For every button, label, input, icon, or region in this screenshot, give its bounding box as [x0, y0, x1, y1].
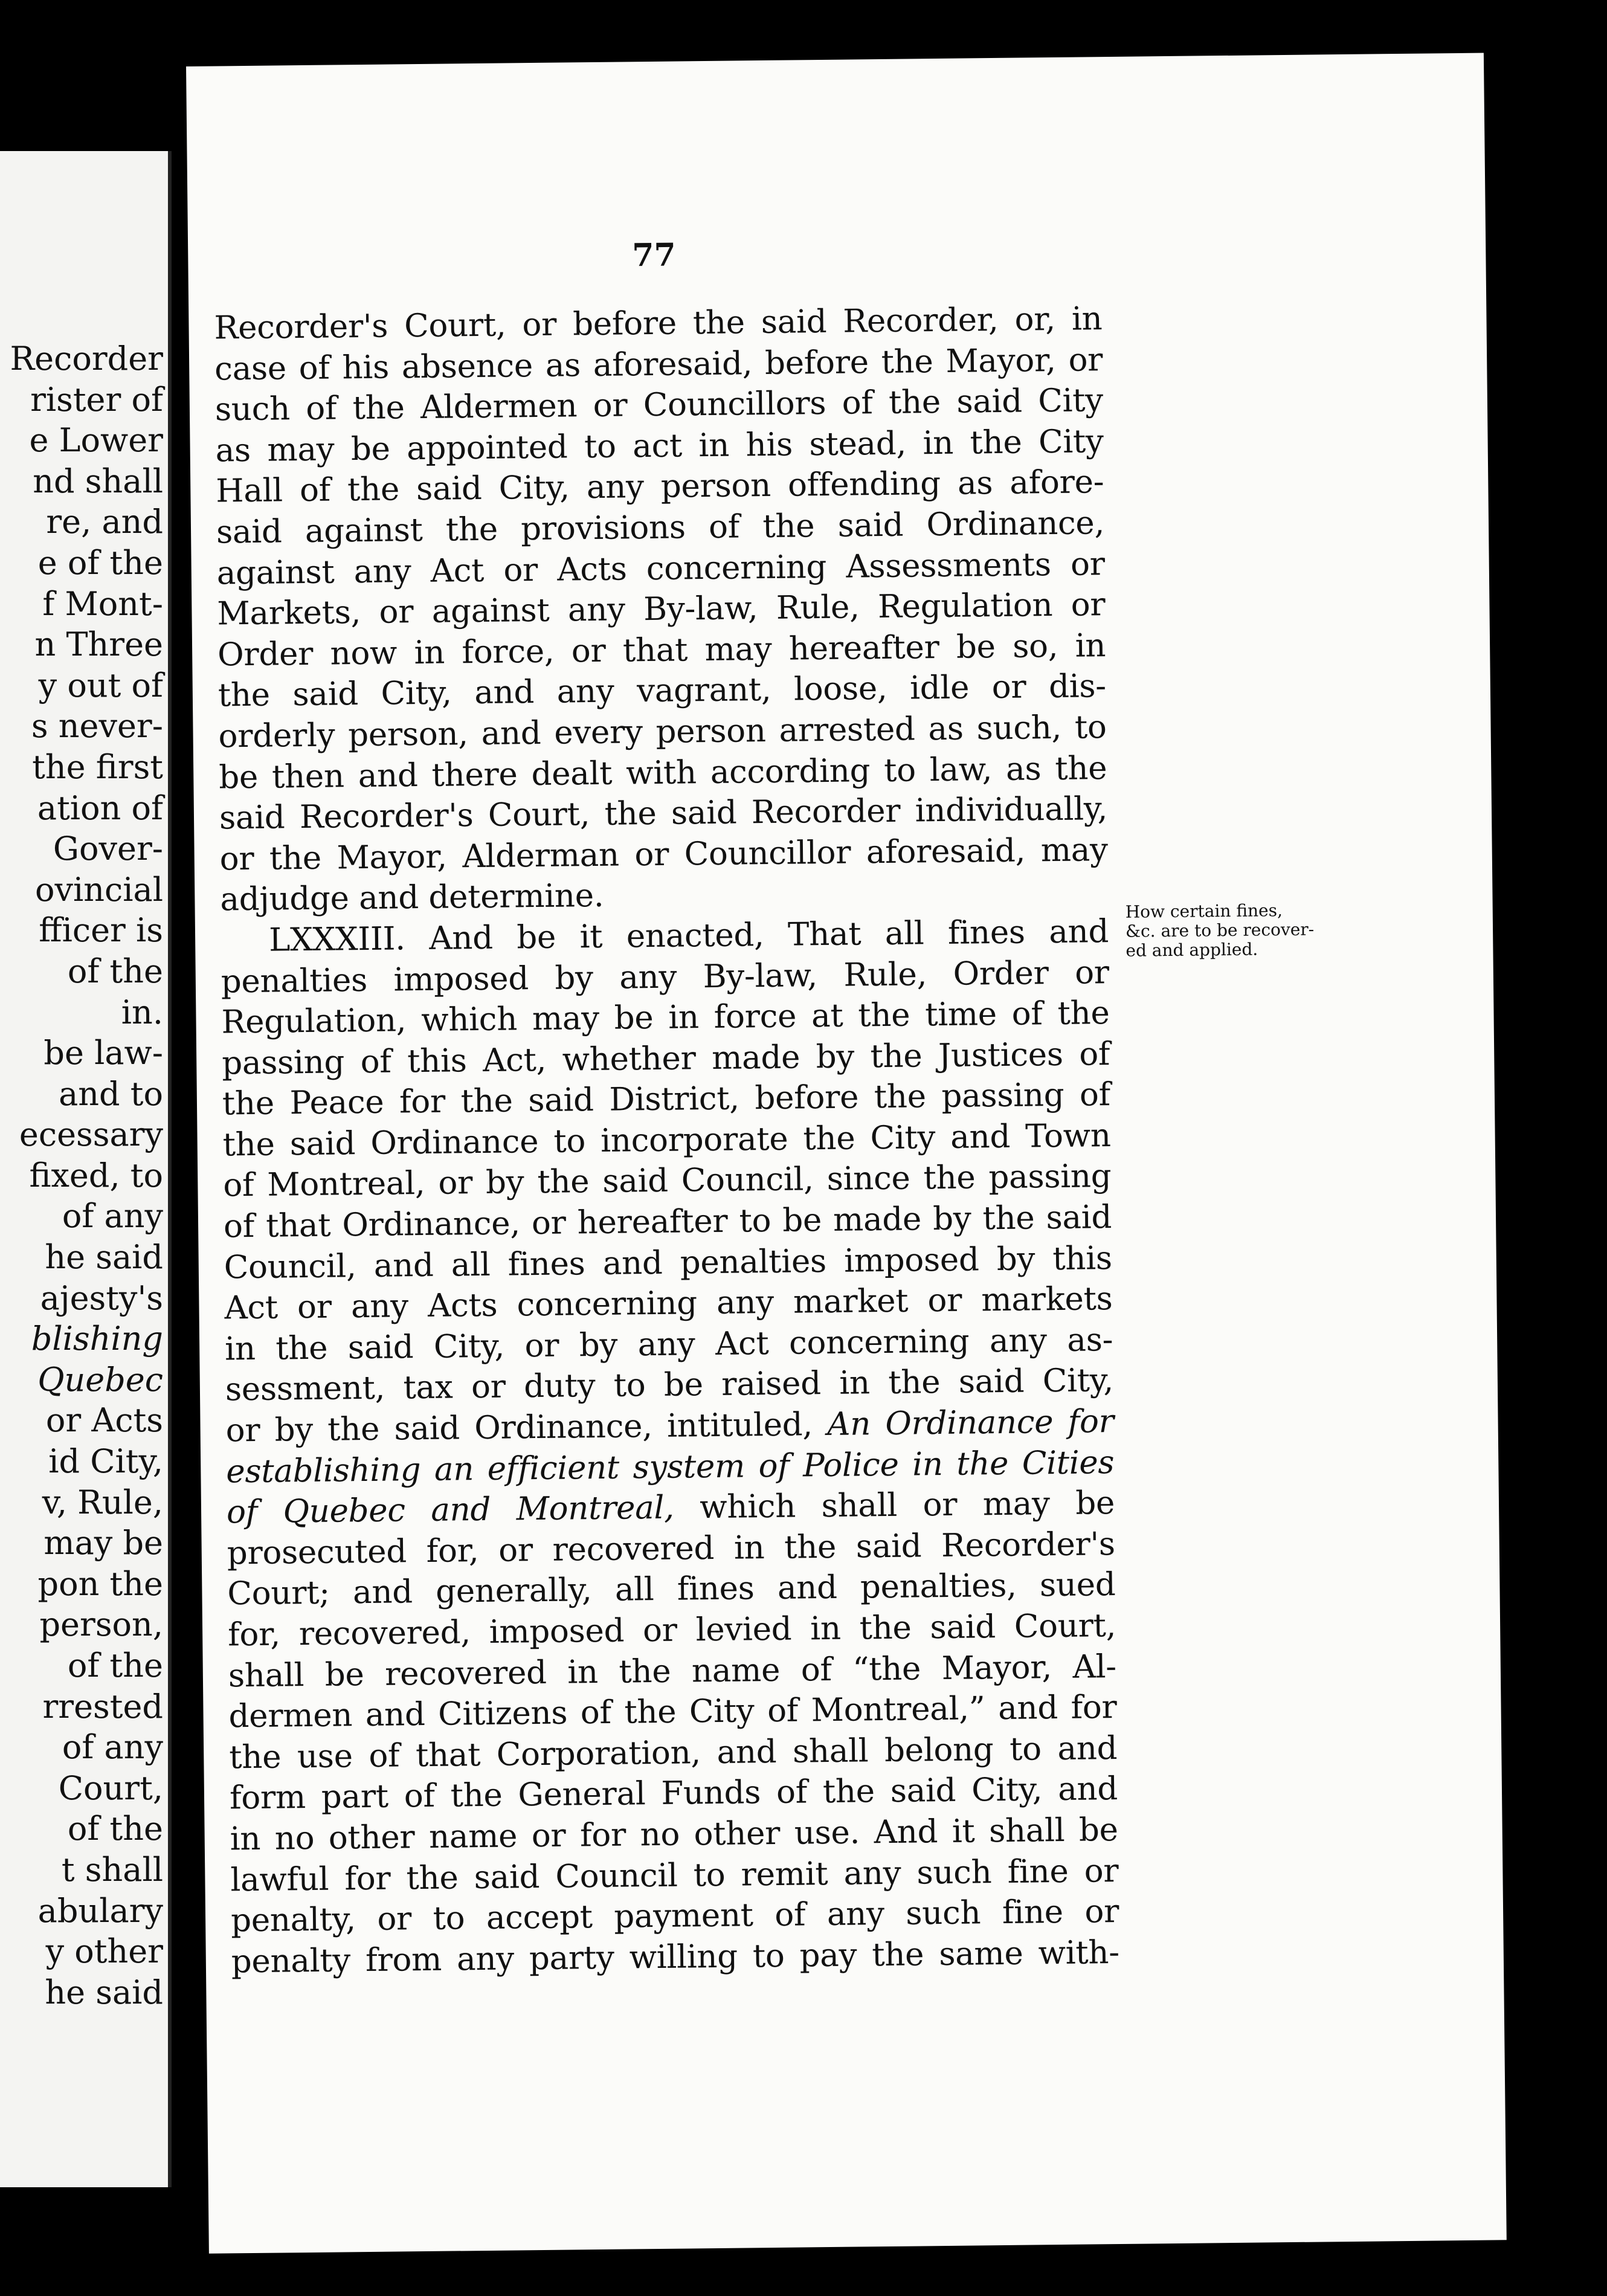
text-line: form part of the General Funds of the said City, and: [229, 1770, 1118, 1817]
text-line: penalties imposed by any By-law, Rule, Order or: [221, 953, 1110, 1000]
text-line: rrested: [42, 1687, 163, 1726]
text-line: of any: [62, 1197, 163, 1236]
text-line: y out of: [38, 666, 163, 705]
text-line: s never-: [31, 707, 163, 746]
text-line: fficer is: [39, 911, 163, 950]
text-line: e Lower: [29, 421, 163, 460]
text-line: he said: [45, 1973, 163, 2011]
text-line: n Three: [34, 625, 163, 664]
text-line: t shall: [61, 1850, 163, 1889]
text-line: he said: [45, 1238, 163, 1277]
text-line: of Montreal, or by the said Council, since the passing: [223, 1158, 1112, 1204]
text-line: Gover-: [53, 830, 163, 868]
text-line: v, Rule,: [42, 1483, 163, 1521]
text-line: Regulation, which may be in force at the time of the: [221, 995, 1110, 1041]
text-line: said Recorder's Court, the said Recorder individually,: [219, 790, 1108, 837]
text-line: or the Mayor, Alderman or Councillor aforesaid, may: [219, 831, 1108, 878]
text-line: ation of: [37, 788, 163, 827]
ordinance-title: of Quebec and Montreal,: [226, 1489, 674, 1531]
text-line: Quebec: [37, 1360, 163, 1399]
text-line: re, and: [46, 503, 163, 541]
section-heading-line: LXXXIII. And be it enacted, That all fines and: [268, 912, 1109, 959]
text-line: in.: [121, 993, 163, 1031]
text-line: may be: [43, 1524, 163, 1562]
text-line: of the: [67, 1646, 163, 1685]
text-line: adjudge and determine.: [220, 877, 604, 918]
margin-note: [1126, 900, 1380, 960]
text-line: rister of: [30, 380, 163, 419]
text-line: the use of that Corporation, and shall belong to and: [228, 1729, 1118, 1776]
text-line: be law-: [43, 1034, 163, 1072]
text-line: in the said City, or by any Act concerning any as-: [224, 1321, 1113, 1368]
page-number: 77: [631, 236, 677, 274]
text-line: nd shall: [33, 462, 163, 500]
text-line: of any: [62, 1728, 163, 1767]
text-line: the said City, and any vagrant, loose, idle or dis-: [217, 668, 1107, 714]
text-line: prosecuted for, or recovered in the said Recorder's: [227, 1525, 1116, 1572]
text-line: f Mont-: [42, 584, 163, 623]
text-line: ecessary: [19, 1115, 163, 1154]
text-line: dermen and Citizens of the City of Montreal,” and for: [228, 1689, 1117, 1735]
right-main-page: [186, 53, 1507, 2254]
text-line: penalty from any party willing to pay the same with-: [231, 1933, 1120, 1981]
text-line: Council, and all fines and penalties imposed by this: [224, 1239, 1113, 1286]
text-line: the first: [32, 747, 163, 786]
book-gutter: [172, 121, 184, 2199]
text-line: be then and there dealt with according to law, as the: [219, 749, 1107, 796]
text-line: Order now in force, or that may hereafter be so, in: [217, 627, 1106, 674]
text-line: penalty, or to accept payment of any such fine or: [230, 1893, 1119, 1940]
text-line: sessment, tax or duty to be raised in the said City,: [225, 1362, 1114, 1408]
text-line: e of the: [37, 543, 163, 582]
text-line: pon the: [37, 1564, 163, 1603]
text-line: ovincial: [34, 870, 163, 909]
margin-note-line: &c. are to be recover-: [1125, 919, 1315, 941]
text-line: of the: [67, 1810, 163, 1848]
text-line: against any Act or Acts concerning Assessments or: [216, 545, 1106, 592]
text-line: person,: [39, 1605, 163, 1644]
text-line: such of the Aldermen or Councillors of the said City: [214, 382, 1104, 428]
margin-note-line: ed and applied.: [1126, 939, 1258, 961]
text-line: Recorder: [10, 340, 163, 378]
text-segment: which shall or may be: [699, 1485, 1115, 1526]
text-line: in no other name or for no other use. And it shall be: [230, 1811, 1118, 1858]
text-line: y other: [45, 1932, 163, 1971]
text-line: abulary: [37, 1891, 163, 1930]
text-line: Court; and generally, all fines and penalties, sued: [227, 1566, 1116, 1613]
text-line: of the: [67, 952, 163, 990]
text-line: lawful for the said Council to remit any such fine or: [230, 1852, 1119, 1898]
ordinance-title: An Ordinance for: [826, 1403, 1114, 1443]
left-facing-page: [0, 151, 172, 2187]
margin-note-line: How certain fines,: [1125, 900, 1283, 922]
text-line: blishing: [31, 1320, 163, 1358]
text-line: the said Ordinance to incorporate the City and Town: [222, 1117, 1111, 1164]
text-line: and to: [59, 1074, 163, 1113]
text-line: as may be appointed to act in his stead, in the City: [215, 422, 1104, 469]
text-line: Court,: [58, 1769, 163, 1807]
text-segment: or by the said Ordinance, intituled,: [225, 1406, 813, 1450]
text-line: fixed, to: [29, 1156, 163, 1195]
text-line: Markets, or against any By-law, Rule, Regulation or: [217, 586, 1106, 633]
text-line: orderly person, and every person arrested as such, to: [218, 709, 1107, 755]
text-line: id City,: [48, 1442, 163, 1481]
text-line: case of his absence as aforesaid, before the Mayor, or: [214, 341, 1103, 388]
text-line: ajesty's: [40, 1279, 163, 1317]
left-page-text: [10, 338, 163, 2013]
text-line: shall be recovered in the name of “the Mayor, Al-: [228, 1648, 1117, 1695]
body-text: [214, 298, 1119, 1982]
text-line: Act or any Acts concerning any market or markets: [224, 1280, 1113, 1327]
ordinance-title: establishing an efficient system of Police in the Cities: [226, 1443, 1115, 1491]
text-line: the Peace for the said District, before the passing of: [222, 1076, 1111, 1123]
text-line: Recorder's Court, or before the said Recorder, or, in: [214, 300, 1103, 347]
text-line: of that Ordinance, or hereafter to be made by the said: [223, 1199, 1112, 1245]
text-line: passing of this Act, whether made by the Justices of: [221, 1035, 1110, 1082]
text-line: for, recovered, imposed or levied in the said Court,: [227, 1607, 1116, 1654]
text-line: Hall of the said City, any person offending as afore-: [216, 463, 1104, 510]
text-line: said against the provisions of the said Ordinance,: [216, 505, 1105, 551]
text-line: or Acts: [45, 1401, 163, 1440]
